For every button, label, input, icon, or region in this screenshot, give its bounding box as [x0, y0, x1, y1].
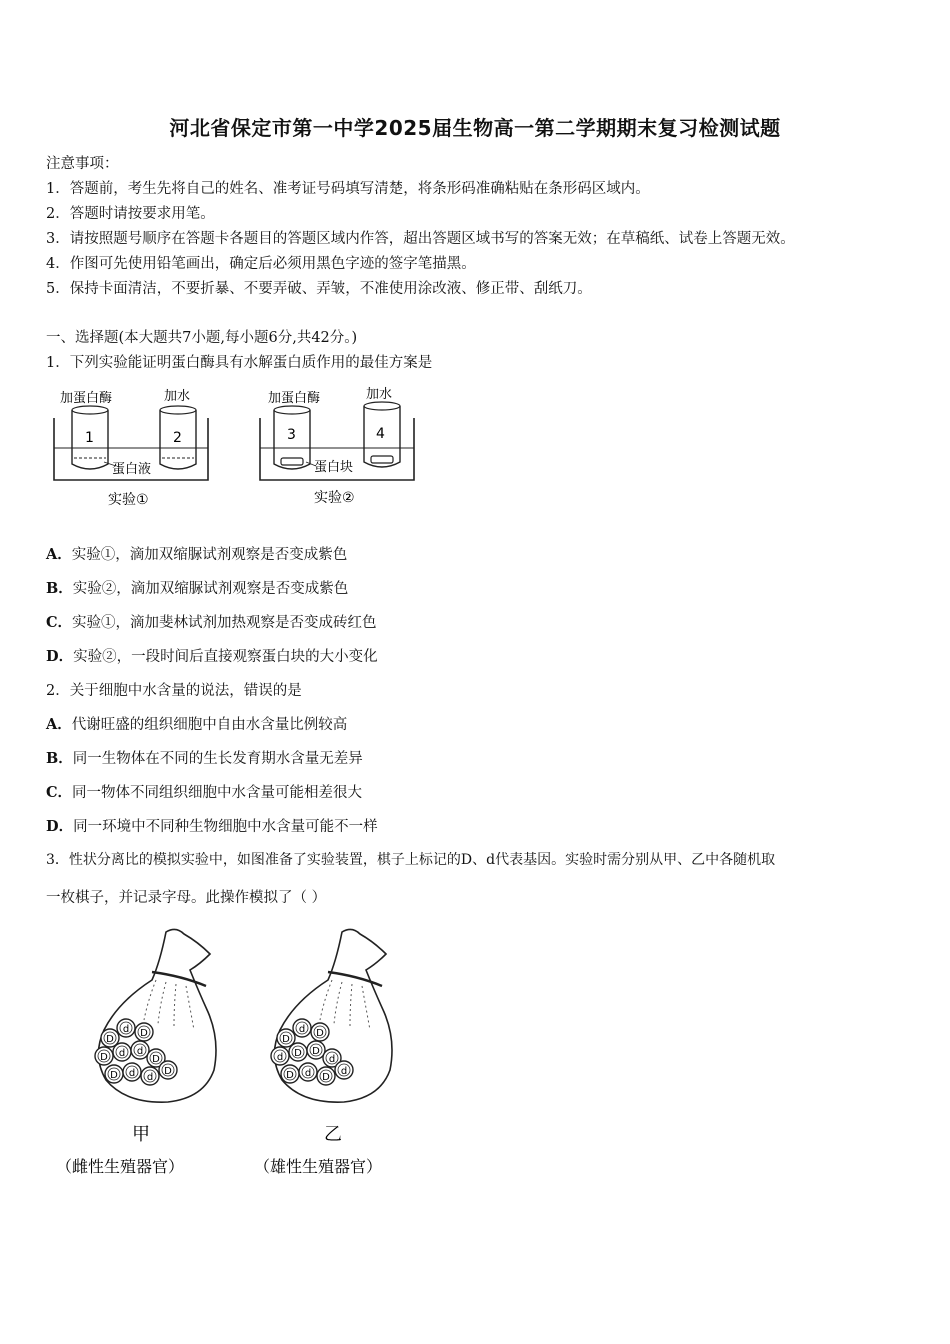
option-letter: C．: [46, 614, 73, 631]
exp2-caption: 实验②: [314, 490, 355, 506]
option-letter: D．: [46, 648, 74, 665]
option-letter: A．: [46, 546, 72, 563]
option-letter: D．: [46, 818, 74, 835]
question-2-stem: 2．关于细胞中水含量的说法，错误的是: [46, 683, 302, 699]
bag-jia-chip-letter: D: [164, 1066, 172, 1077]
q1-option-a[interactable]: [46, 543, 347, 564]
option-letter: B．: [46, 580, 73, 597]
exp1-right-label: 加水: [164, 389, 191, 404]
notice-item-4: 4．作图可先使用铅笔画出，确定后必须用黑色字迹的签字笔描黑。: [46, 256, 476, 272]
option-text: 同一物体不同组织细胞中水含量可能相差很大: [72, 785, 363, 801]
bag-yi-chip-letter: D: [286, 1070, 294, 1081]
bag-yi-chip-letter: d: [328, 1054, 336, 1065]
question-3-stem-line-2: 一枚棋子，并记录字母。此操作模拟了（ ）: [46, 890, 327, 906]
bag-yi-chip-letter: D: [294, 1048, 302, 1059]
exp1-tube-1-number: 1: [85, 430, 94, 446]
bag-jia-chip-letter: d: [136, 1046, 144, 1057]
q2-option-c[interactable]: [46, 781, 362, 802]
bag-jia-chip-letter: d: [122, 1024, 130, 1035]
section-heading: 一、选择题(本大题共7小题,每小题6分,共42分。): [46, 330, 358, 346]
bag-yi-chip-letter: D: [312, 1046, 320, 1057]
exp2-left-label: 加蛋白酶: [268, 391, 321, 406]
bag-jia-chip-letter: d: [146, 1072, 154, 1083]
bag-jia-chip-letter: d: [128, 1068, 136, 1079]
option-letter: A．: [46, 716, 72, 733]
notice-heading: 注意事项：: [46, 156, 119, 172]
option-text: 实验②，滴加双缩脲试剂观察是否变成紫色: [72, 581, 349, 597]
option-text: 同一生物体在不同的生长发育期水含量无差异: [72, 751, 363, 767]
notice-item-3: 3．请按照题号顺序在答题卡各题目的答题区域内作答，超出答题区域书写的答案无效；在草稿纸、试卷上答题无效。: [46, 231, 795, 247]
bag-yi-chip-letter: d: [298, 1024, 306, 1035]
bag-jia-caption: （雌性生殖器官）: [56, 1157, 185, 1176]
bag-yi-chip-letter: D: [322, 1072, 330, 1083]
bag-yi-chip-letter: D: [316, 1028, 324, 1039]
exp2-protein-block-3: [281, 458, 303, 465]
exp2-tube-4-number: 4: [376, 426, 385, 442]
bag-jia-chip-letter: D: [100, 1052, 108, 1063]
question-1-stem: 1．下列实验能证明蛋白酶具有水解蛋白质作用的最佳方案是: [46, 355, 433, 371]
exp1-caption: 实验①: [108, 492, 149, 508]
exp1-tube-2-number: 2: [173, 430, 182, 446]
bag-yi-name: 乙: [324, 1124, 342, 1145]
experiment-2-diagram: [260, 386, 414, 506]
page-title: 河北省保定市第一中学2025届生物高一第二学期期末复习检测试题: [169, 116, 781, 140]
bag-yi-chip-letter: d: [276, 1052, 284, 1063]
bag-yi-chip-letter: d: [304, 1068, 312, 1079]
bag-yi-caption: （雄性生殖器官）: [254, 1157, 383, 1176]
bag-jia-chip-letter: D: [106, 1034, 114, 1045]
option-text: 实验①，滴加双缩脲试剂观察是否变成紫色: [71, 547, 348, 563]
bag-jia-chip-letter: D: [140, 1028, 148, 1039]
exp2-tube-3-number: 3: [287, 427, 296, 443]
notice-item-5: 5．保持卡面清洁，不要折暴、不要弄破、弄皱，不准使用涂改液、修正带、刮纸刀。: [46, 281, 592, 297]
bag-jia-chip-letter: D: [110, 1070, 118, 1081]
experiment-1-diagram: [54, 388, 208, 508]
option-text: 代谢旺盛的组织细胞中自由水含量比例较高: [71, 717, 348, 733]
bag-jia-name: 甲: [132, 1124, 150, 1145]
q1-experiment-figure: [48, 380, 428, 510]
option-text: 实验①，滴加斐林试剂加热观察是否变成砖红色: [72, 615, 377, 631]
bag-jia-chip-letter: d: [118, 1048, 126, 1059]
q1-option-c[interactable]: [46, 611, 377, 632]
option-letter: B．: [46, 750, 73, 767]
exp2-content-label: 蛋白块: [314, 460, 354, 475]
q2-option-a[interactable]: [46, 713, 347, 734]
bag-yi-chip-letter: D: [282, 1034, 290, 1045]
notice-item-2: 2．答题时请按要求用笔。: [46, 206, 215, 222]
bag-yi-chip-letter: d: [340, 1066, 348, 1077]
option-text: 实验②，一段时间后直接观察蛋白块的大小变化: [73, 649, 378, 665]
q3-bag-figure: [48, 920, 428, 1185]
exp1-content-label: 蛋白液: [112, 462, 152, 477]
exp1-left-label: 加蛋白酶: [60, 391, 113, 406]
question-3-stem-line-1: 3．性状分离比的模拟实验中，如图准备了实验装置，棋子上标记的D、d代表基因。实验时需分别从甲、乙中各随机取: [46, 852, 776, 868]
q2-option-d[interactable]: [46, 815, 378, 836]
bag-jia-chip-letter: D: [152, 1054, 160, 1065]
q1-option-b[interactable]: [46, 577, 348, 598]
q1-option-d[interactable]: [46, 645, 378, 666]
exp2-protein-block-4: [371, 456, 393, 463]
bag-yi: [254, 929, 392, 1176]
bag-jia: [56, 929, 216, 1176]
exp2-right-label: 加水: [366, 387, 393, 402]
q2-option-b[interactable]: [46, 747, 363, 768]
option-text: 同一环境中不同种生物细胞中水含量可能不一样: [73, 819, 378, 835]
option-letter: C．: [46, 784, 73, 801]
notice-item-1: 1．答题前，考生先将自己的姓名、准考证号码填写清楚，将条形码准确粘贴在条形码区域内。: [46, 181, 650, 197]
